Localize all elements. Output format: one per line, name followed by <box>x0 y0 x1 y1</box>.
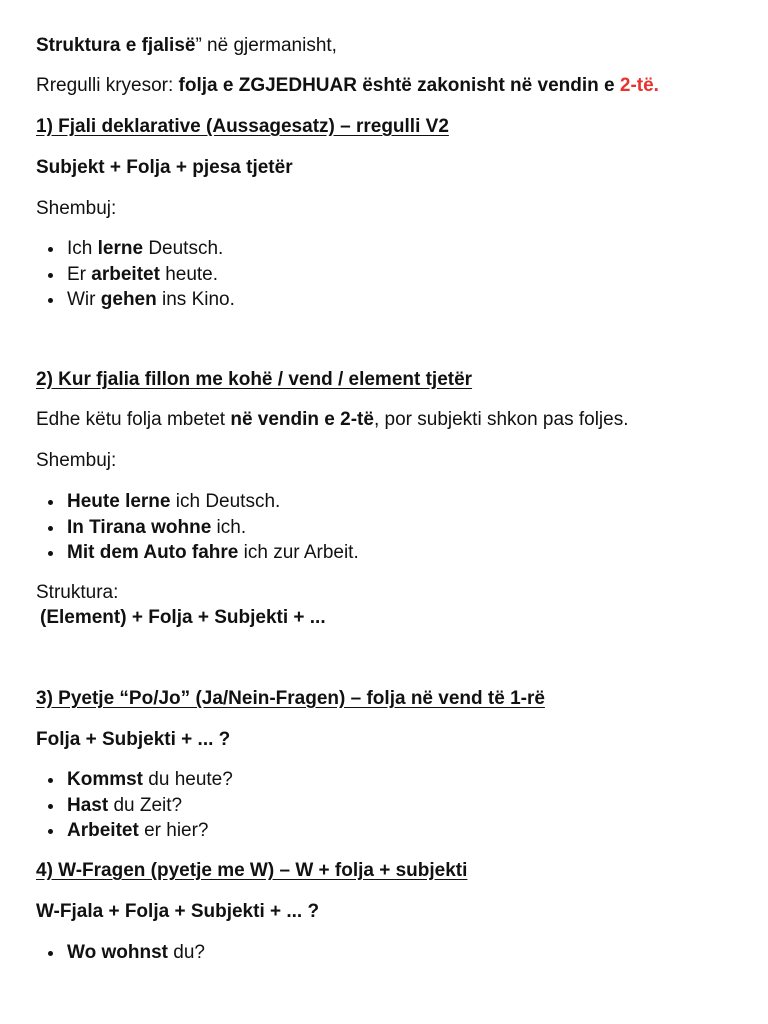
section2-structure-label: Struktura: <box>36 582 119 603</box>
desc-bold: në vendin e 2-të <box>230 409 374 430</box>
desc-text: Edhe këtu folja mbetet <box>36 409 231 430</box>
example-verb: arbeitet <box>91 263 160 285</box>
example-text: ich Deutsch. <box>170 491 281 512</box>
section1-formula: Subjekt + Folja + pjesa tjetër <box>36 157 293 178</box>
list-item <box>36 515 359 541</box>
title-rest: ” në gjermanisht, <box>195 35 337 56</box>
main-rule <box>36 74 659 98</box>
section1-heading: 1) Fjali deklarative (Aussagesatz) – rregulli V2 <box>36 116 449 137</box>
section3-heading: 3) Pyetje “Po/Jo” (Ja/Nein-Fragen) – folja në vend të 1-rë <box>36 688 545 709</box>
section2-examples-label: Shembuj: <box>36 450 117 471</box>
list-item <box>36 818 233 844</box>
example-text: ich zur Arbeit. <box>238 542 359 563</box>
section3-formula: Folja + Subjekti + ... ? <box>36 729 231 750</box>
example-bold: Heute lerne <box>67 491 171 512</box>
rule-red: 2-të. <box>619 75 659 96</box>
section2-description <box>36 408 628 432</box>
example-bold: In Tirana wohne <box>67 516 212 538</box>
example-text: du? <box>167 942 205 963</box>
section4-examples-list <box>36 940 205 966</box>
section4-heading: 4) W-Fragen (pyetje me W) – W + folja + subjekti <box>36 860 468 881</box>
section1-examples-list <box>36 236 235 313</box>
list-item <box>36 540 359 566</box>
example-text: du heute? <box>143 769 233 790</box>
example-text: du Zeit? <box>108 794 183 816</box>
example-text: er hier? <box>138 820 209 841</box>
example-text: Er <box>67 263 92 285</box>
section2-heading: 2) Kur fjalia fillon me kohë / vend / element tjetër <box>36 369 473 390</box>
list-item <box>36 262 235 288</box>
section4-formula: W-Fjala + Folja + Subjekti + ... ? <box>36 901 320 922</box>
example-text: ich. <box>211 516 247 538</box>
rule-prefix: Rregulli kryesor: <box>36 75 179 96</box>
list-item <box>36 287 235 313</box>
document-title <box>36 34 337 58</box>
example-text: Ich <box>67 238 98 259</box>
list-item <box>36 793 233 819</box>
example-bold: Kommst <box>67 769 144 790</box>
example-verb: lerne <box>97 238 144 259</box>
example-bold: Mit dem Auto fahre <box>67 542 239 563</box>
example-verb: gehen <box>100 289 157 310</box>
list-item <box>36 767 233 793</box>
example-bold: Arbeitet <box>67 820 139 841</box>
section1-examples-label: Shembuj: <box>36 198 117 219</box>
section2-examples-list <box>36 489 359 566</box>
example-text: heute. <box>159 263 219 285</box>
example-text: Deutsch. <box>143 238 224 259</box>
section2-structure-formula: (Element) + Folja + Subjekti + ... <box>40 607 326 628</box>
desc-text: , por subjekti shkon pas foljes. <box>373 409 629 430</box>
list-item <box>36 940 205 966</box>
rule-bold: folja e ZGJEDHUAR është zakonisht në vendin e <box>178 75 620 96</box>
title-bold: Struktura e fjalisë <box>36 35 196 56</box>
document-page <box>36 0 736 1024</box>
example-bold: Hast <box>67 794 109 816</box>
list-item <box>36 236 235 262</box>
example-bold: Wo wohnst <box>67 942 168 963</box>
example-text: ins Kino. <box>156 289 235 310</box>
example-text: Wir <box>67 289 101 310</box>
list-item <box>36 489 359 515</box>
section3-examples-list <box>36 767 233 844</box>
